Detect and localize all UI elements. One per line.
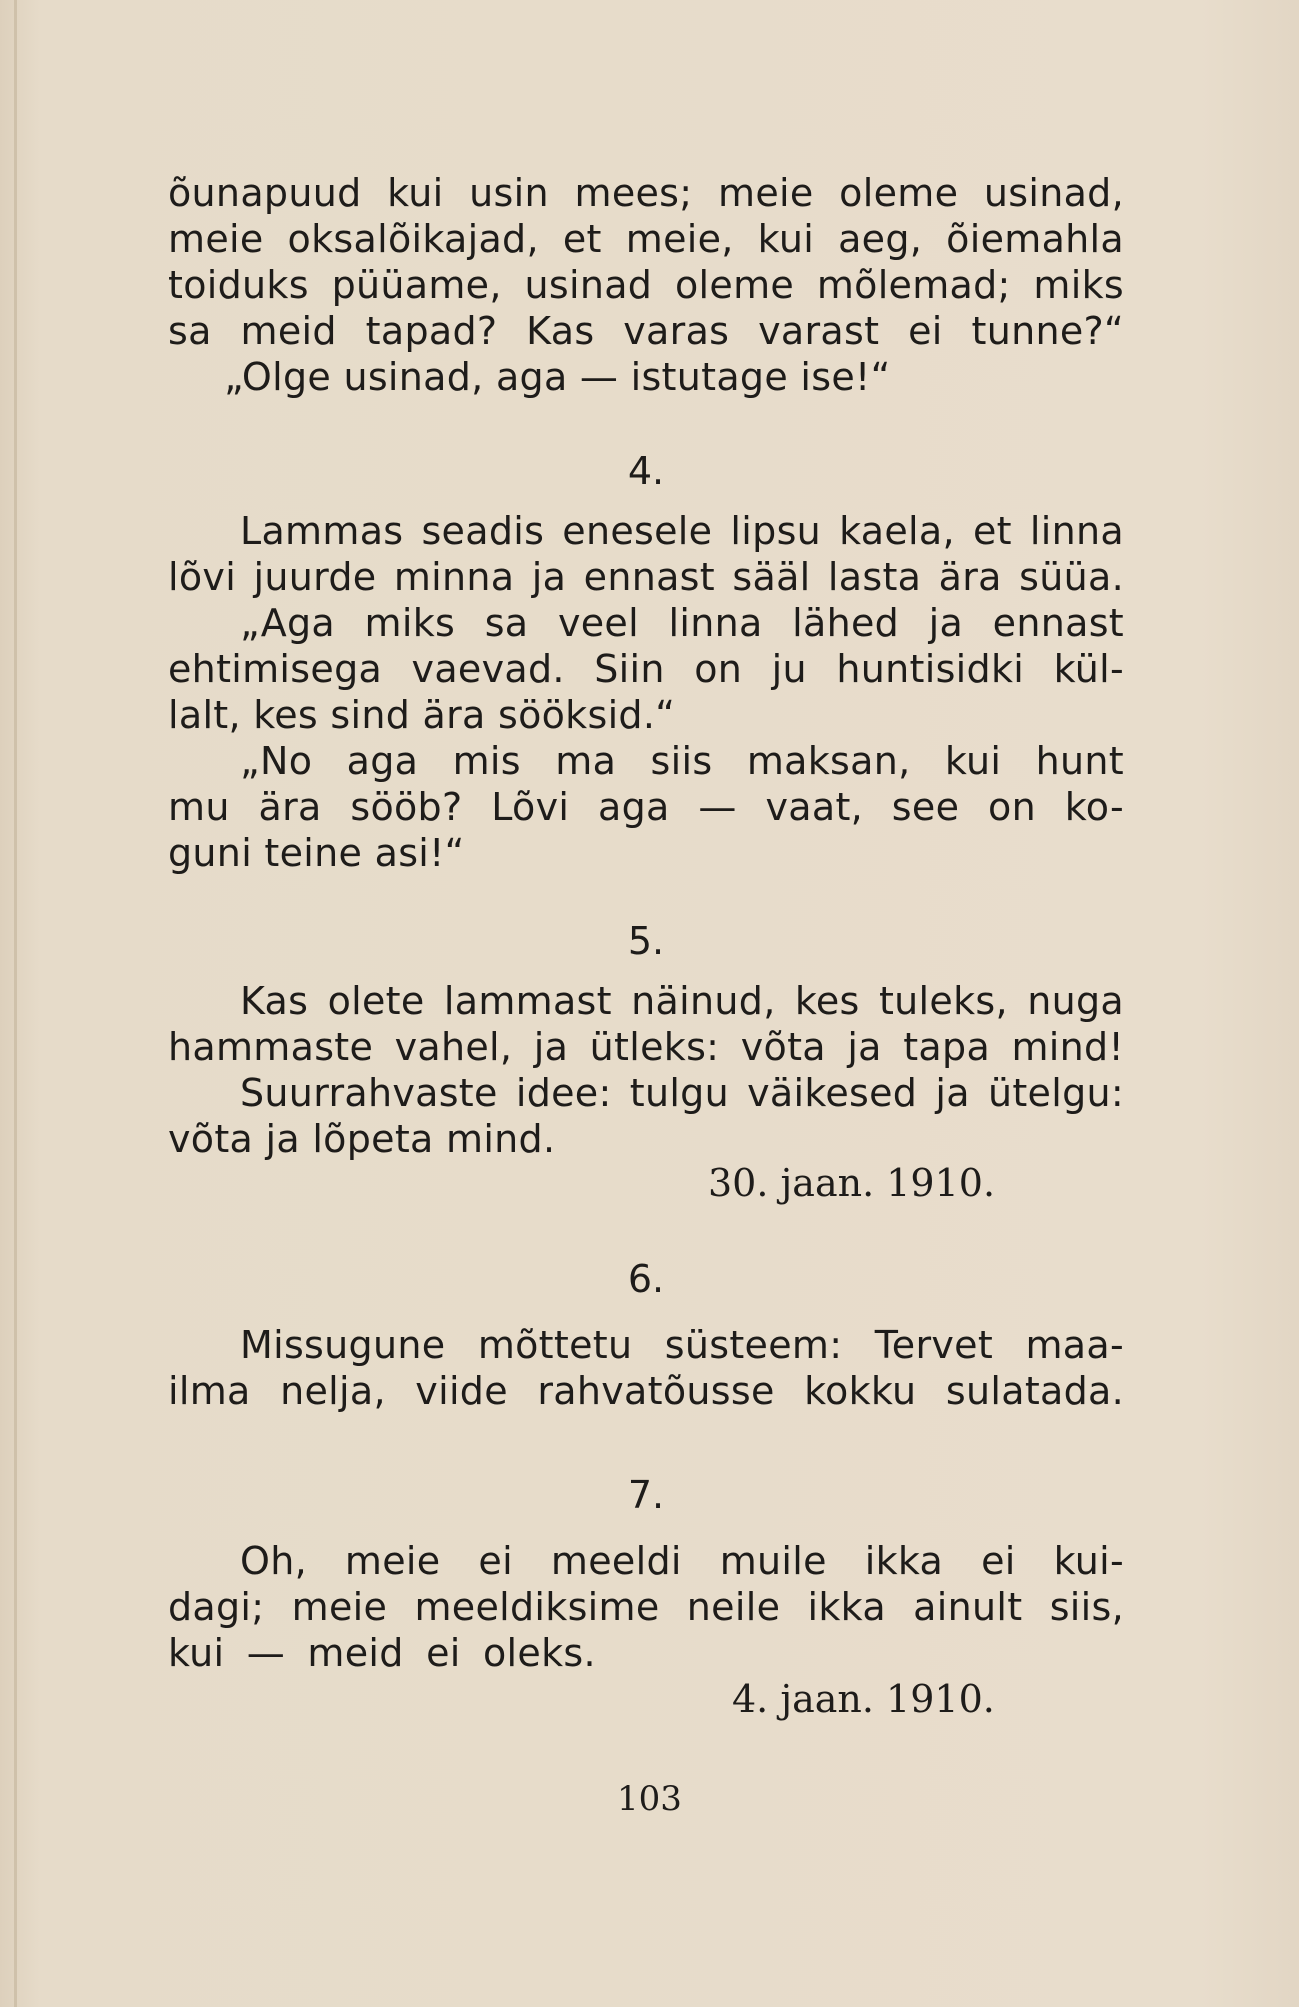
text-line: Oh, meie ei meeldi muile ikka ei kui- [240, 1539, 1124, 1583]
text-line: kui — meid ei oleks. [168, 1631, 596, 1675]
text-line: „Olge usinad, aga — istutage ise!“ [224, 355, 891, 399]
text-line: Lammas seadis enesele lipsu kaela, et linna [240, 509, 1124, 553]
text-block [168, 0, 1124, 1760]
text-line: võta ja lõpeta mind. [168, 1117, 556, 1161]
text-line: ehtimisega vaevad. Siin on ju huntisidki kül- [168, 647, 1124, 691]
text-line: toiduks püüame, usinad oleme mõlemad; miks [168, 263, 1124, 307]
text-line: sa meid tapad? Kas varas varast ei tunne?“ [168, 309, 1124, 353]
text-line: lõvi juurde minna ja ennast sääl lasta ära süüa. [168, 555, 1124, 599]
text-line: guni teine asi!“ [168, 831, 465, 875]
text-line: Kas olete lammast näinud, kes tuleks, nuga [240, 979, 1124, 1023]
text-line: „No aga mis ma siis maksan, kui hunt [240, 739, 1124, 783]
text-line: dagi; meie meeldiksime neile ikka ainult siis, [168, 1585, 1124, 1629]
date-line: 4. jaan. 1910. [732, 1677, 995, 1721]
text-line: lalt, kes sind ära sööksid.“ [168, 693, 676, 737]
text-line: õunapuud kui usin mees; meie oleme usinad, [168, 171, 1124, 215]
text-line: Missugune mõttetu süsteem: Tervet maa- [240, 1323, 1124, 1367]
text-line: ilma nelja, viide rahvatõusse kokku sulatada. [168, 1369, 1124, 1413]
text-line: Suurrahvaste idee: tulgu väikesed ja ütelgu: [240, 1071, 1124, 1115]
page-number: 103 [617, 1779, 682, 1819]
text-line: mu ära sööb? Lõvi aga — vaat, see on ko- [168, 785, 1124, 829]
text-line: meie oksalõikajad, et meie, kui aeg, õiemahla [168, 217, 1124, 261]
section-heading: 6. [627, 1257, 665, 1301]
text-line: hammaste vahel, ja ütleks: võta ja tapa mind! [168, 1025, 1124, 1069]
text-line: „Aga miks sa veel linna lähed ja ennast [240, 601, 1124, 645]
date-line: 30. jaan. 1910. [708, 1161, 996, 1205]
section-heading: 5. [627, 919, 665, 963]
section-heading: 7. [627, 1473, 665, 1517]
page-gutter-edge [14, 0, 17, 2007]
section-heading: 4. [627, 449, 665, 493]
